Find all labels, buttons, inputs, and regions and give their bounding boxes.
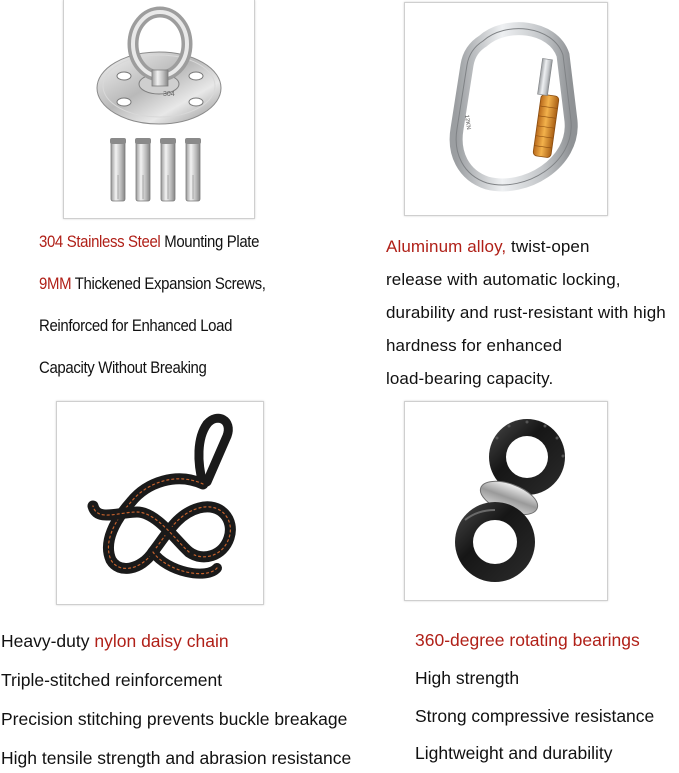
mounting-plate-description [39,232,289,382]
daisy-chain-line-4: High tensile strength and abrasion resistance [1,748,352,768]
carabiner-illustration [405,3,607,215]
daisy-chain-line-1: Heavy-duty nylon daisy chain [1,631,229,651]
carabiner-line-2: release with automatic locking, [386,270,621,289]
swivel-line-4: Lightweight and durability [415,743,613,763]
swivel-line-1: 360-degree rotating bearings [415,630,640,650]
swivel-description [415,630,677,770]
swivel-line-3: Strong compressive resistance [415,706,655,726]
daisy-chain-description [1,631,352,771]
carabiner-photo [404,2,608,216]
carabiner-line-5: load-bearing capacity. [386,369,554,388]
swivel-line-2: High strength [415,668,520,688]
carabiner-description [386,237,676,397]
carabiner-line-4: hardness for enhanced [386,336,563,355]
mounting-plate-line-4: Capacity Without Breaking [39,358,207,377]
mounting-plate-illustration [64,0,254,218]
daisy-chain-illustration [57,402,263,604]
mounting-plate-photo [63,0,255,219]
swivel-illustration [405,402,607,600]
carabiner-line-1: Aluminum alloy, twist-open [386,237,590,256]
mounting-plate-line-3: Reinforced for Enhanced Load [39,316,233,335]
daisy-chain-photo [56,401,264,605]
daisy-chain-line-3: Precision stitching prevents buckle breakage [1,709,348,729]
mounting-plate-line-1: 304 Stainless Steel Mounting Plate [39,232,260,251]
daisy-chain-line-2: Triple-stitched reinforcement [1,670,223,690]
carabiner-line-3: durability and rust-resistant with high [386,303,666,322]
swivel-photo [404,401,608,601]
plate-engraving: 304 [163,91,175,98]
carabiner-engraving: 12KN [463,114,472,131]
mounting-plate-line-2: 9MM Thickened Expansion Screws, [39,274,266,293]
